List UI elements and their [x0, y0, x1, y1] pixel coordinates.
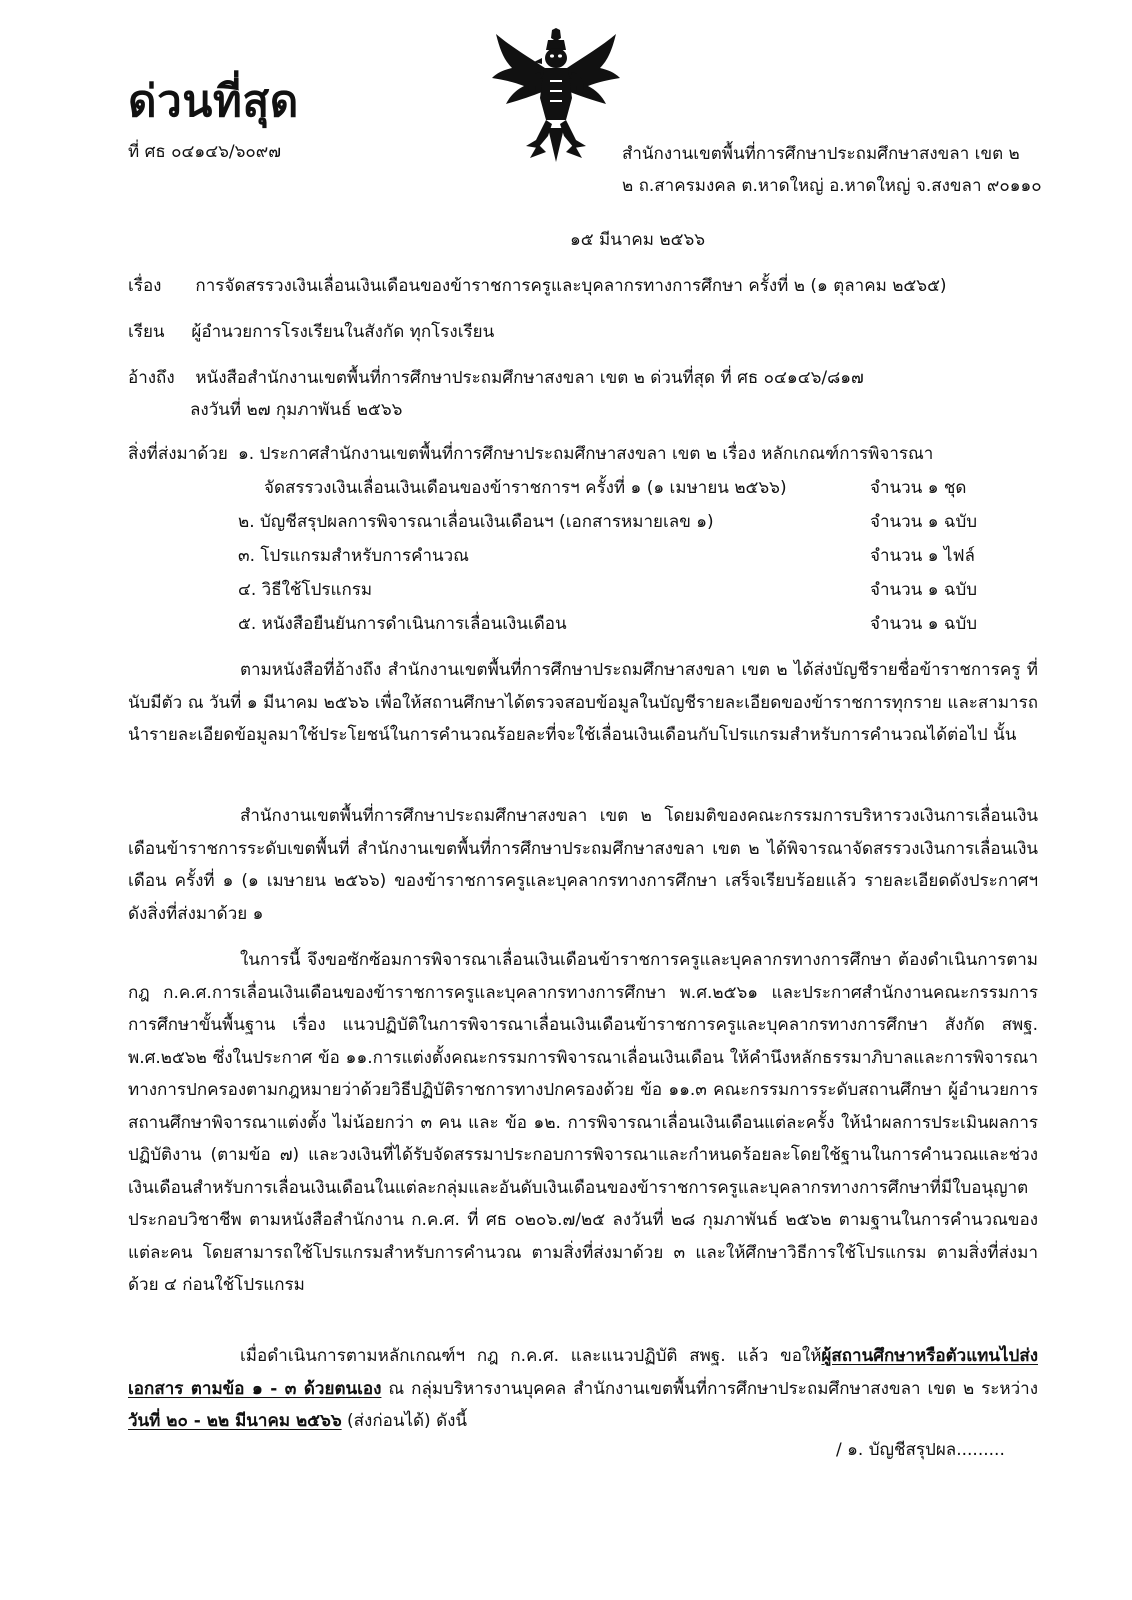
- enclosure-item-1-qty: จำนวน ๑ ชุด: [870, 478, 967, 498]
- body-paragraph-2-text: สำนักงานเขตพื้นที่การศึกษาประถมศึกษาสงขลา เขต ๒ โดยมติของคณะกรรมการบริหารวงเงินการเลื่อนเงินเดือนข้าราชการระดับเขตพื้นที่ สำนักงานเขตพื้นที่การศึกษาประถมศึกษาสงขลา เขต ๒ ได้พิจารณาจัดสรรวงเงินการเลื่อนเงินเดือน ครั้งที่ ๑ (๑ เมษายน ๒๕๖๖) ของข้าราชการครูและบุคลากรทางการศึกษา เสร็จเรียบร้อยแล้ว รายละเอียดดังประกาศฯ ดังสิ่งที่ส่งมาด้วย ๑: [128, 806, 1038, 924]
- page-continuation: / ๑. บัญชีสรุปผล.........: [836, 1440, 1005, 1460]
- office-name: สำนักงานเขตพื้นที่การศึกษาประถมศึกษาสงขลา เขต ๒: [622, 144, 1020, 164]
- document-number: ที่ ศธ ๐๔๑๔๖/๖๐๙๗: [128, 142, 281, 162]
- recipient-row: [128, 318, 494, 345]
- enclosure-item-3: ๓. โปรแกรมสำหรับการคำนวณ: [238, 546, 469, 566]
- recipient-text: ผู้อำนวยการโรงเรียนในสังกัด ทุกโรงเรียน: [191, 322, 495, 342]
- office-address: ๒ ถ.สาครมงคล ต.หาดใหญ่ อ.หาดใหญ่ จ.สงขลา ๙๐๑๑๐: [622, 176, 1042, 196]
- delivery-instruction-emphasis: ผู้สถานศึกษาหรือตัวแทนไปส่งเอกสาร ตามข้อ ๑ - ๓ ด้วยตนเอง: [128, 1346, 1038, 1399]
- enclosure-item-2: ๒. บัญชีสรุปผลการพิจารณาเลื่อนเงินเดือนฯ (เอกสารหมายเลข ๑): [238, 512, 714, 532]
- body-paragraph-4-intro: เมื่อดำเนินการตามหลักเกณฑ์ฯ กฎ ก.ค.ศ. และแนวปฏิบัติ สพฐ. แล้ว ขอให้: [240, 1346, 822, 1366]
- document-date: ๑๕ มีนาคม ๒๕๖๖: [570, 230, 706, 250]
- body-paragraph-1-text: ตามหนังสือที่อ้างถึง สำนักงานเขตพื้นที่การศึกษาประถมศึกษาสงขลา เขต ๒ ได้ส่งบัญชีรายชื่อข้าราชการครู ที่นับมีตัว ณ วันที่ ๑ มีนาคม ๒๕๖๖ เพื่อให้สถานศึกษาได้ตรวจสอบข้อมูลในบัญชีรายละเอียดของข้าราชการทุกราย และสามารถนำรายละเอียดข้อมูลมาใช้ประโยชน์ในการคำนวณร้อยละที่จะใช้เลื่อนเงินเดือนกับโปรแกรมสำหรับการคำนวณได้ต่อไป นั้น: [128, 660, 1038, 745]
- enclosure-item-1-line-2: จัดสรรวงเงินเลื่อนเงินเดือนของข้าราชการฯ ครั้งที่ ๑ (๑ เมษายน ๒๕๖๖): [264, 478, 787, 498]
- garuda-emblem-icon: [490, 28, 622, 163]
- enclosure-item-3-qty: จำนวน ๑ ไฟล์: [870, 546, 975, 566]
- enclosure-item-1: ๑. ประกาศสำนักงานเขตพื้นที่การศึกษาประถมศึกษาสงขลา เขต ๒ เรื่อง หลักเกณฑ์การพิจารณา: [238, 444, 934, 464]
- body-paragraph-2: [128, 800, 1038, 930]
- body-paragraph-3: [128, 944, 1038, 1302]
- body-paragraph-4-tail: (ส่งก่อนได้) ดังนี้: [341, 1411, 468, 1431]
- recipient-label: เรียน: [128, 322, 165, 342]
- enclosures-label: สิ่งที่ส่งมาด้วย: [128, 444, 228, 464]
- urgency-stamp: ด่วนที่สุด: [128, 76, 299, 127]
- body-paragraph-1: [128, 654, 1038, 752]
- enclosure-item-5-qty: จำนวน ๑ ฉบับ: [870, 614, 978, 634]
- delivery-deadline-emphasis: วันที่ ๒๐ - ๒๒ มีนาคม ๒๕๖๖: [128, 1411, 342, 1431]
- enclosure-item-5: ๕. หนังสือยืนยันการดำเนินการเลื่อนเงินเดือน: [238, 614, 567, 634]
- enclosure-item-4-qty: จำนวน ๑ ฉบับ: [870, 580, 978, 600]
- reference-row: [128, 364, 864, 391]
- enclosure-item-2-qty: จำนวน ๑ ฉบับ: [870, 512, 978, 532]
- sender-office: [622, 138, 1042, 202]
- enclosure-item-4: ๔. วิธีใช้โปรแกรม: [238, 580, 373, 600]
- reference-line-2: ลงวันที่ ๒๗ กุมภาพันธ์ ๒๕๖๖: [190, 400, 403, 420]
- reference-label: อ้างถึง: [128, 368, 175, 388]
- subject-row: [128, 272, 947, 299]
- reference-line-1: หนังสือสำนักงานเขตพื้นที่การศึกษาประถมศึกษาสงขลา เขต ๒ ด่วนที่สุด ที่ ศธ ๐๔๑๔๖/๘๑๗: [195, 368, 864, 388]
- body-paragraph-3-text: ในการนี้ จึงขอซักซ้อมการพิจารณาเลื่อนเงินเดือนข้าราชการครูและบุคลากรทางการศึกษา ต้องดำเนินการตามกฎ ก.ค.ศ.การเลื่อนเงินเดือนของข้าราชการครูและบุคลากรทางการศึกษา พ.ศ.๒๕๖๑ และประกาศสำนักงานคณะกรรมการการศึกษาขั้นพื้นฐาน เรื่อง แนวปฏิบัติในการพิจารณาเลื่อนเงินเดือนข้าราชการครูและบุคลากรทางการศึกษา สังกัด สพฐ. พ.ศ.๒๕๖๒ ซึ่งในประกาศ ข้อ ๑๑.การแต่งตั้งคณะกรรมการพิจารณาเลื่อนเงินเดือน ให้คำนึงหลักธรรมาภิบาลและการพิจารณาทางการปกครองตามกฎหมายว่าด้วยวิธีปฏิบัติราชการทางปกครองด้วย ข้อ ๑๑.๓ คณะกรรมการระดับสถานศึกษา ผู้อำนวยการสถานศึกษาพิจารณาแต่งตั้ง ไม่น้อยกว่า ๓ คน และ ข้อ ๑๒. การพิจารณาเลื่อนเงินเดือนแต่ละครั้ง ให้นำผลการประเมินผลการปฏิบัติงาน (ตามข้อ ๗) และวงเงินที่ได้รับจัดสรรมาประกอบการพิจารณาและกำหนดร้อยละโดยใช้ฐานในการคำนวณและช่วงเงินเดือนสำหรับการเลื่อนเงินเดือนในแต่ละกลุ่มและอันดับเงินเดือนของข้าราชการครูและบุคลากรทางการศึกษาที่มีใบอนุญาตประกอบวิชาชีพ ตามหนังสือสำนักงาน ก.ค.ศ. ที่ ศธ ๐๒๐๖.๗/๒๕ ลงวันที่ ๒๘ กุมภาพันธ์ ๒๕๖๒ ตามฐานในการคำนวณของแต่ละคน โดยสามารถใช้โปรแกรมสำหรับการคำนวณ ตามสิ่งที่ส่งมาด้วย ๓ และให้ศึกษาวิธีการใช้โปรแกรม ตามสิ่งที่ส่งมาด้วย ๔ ก่อนใช้โปรแกรม: [128, 950, 1038, 1295]
- subject-label: เรื่อง: [128, 276, 162, 296]
- body-paragraph-4-location: ณ กลุ่มบริหารงานบุคคล สำนักงานเขตพื้นที่การศึกษาประถมศึกษาสงขลา เขต ๒ ระหว่าง: [381, 1378, 1038, 1399]
- body-paragraph-4: [128, 1340, 1038, 1438]
- subject-text: การจัดสรรวงเงินเลื่อนเงินเดือนของข้าราชการครูและบุคลากรทางการศึกษา ครั้งที่ ๒ (๑ ตุลาคม ๒๕๖๕): [195, 276, 947, 296]
